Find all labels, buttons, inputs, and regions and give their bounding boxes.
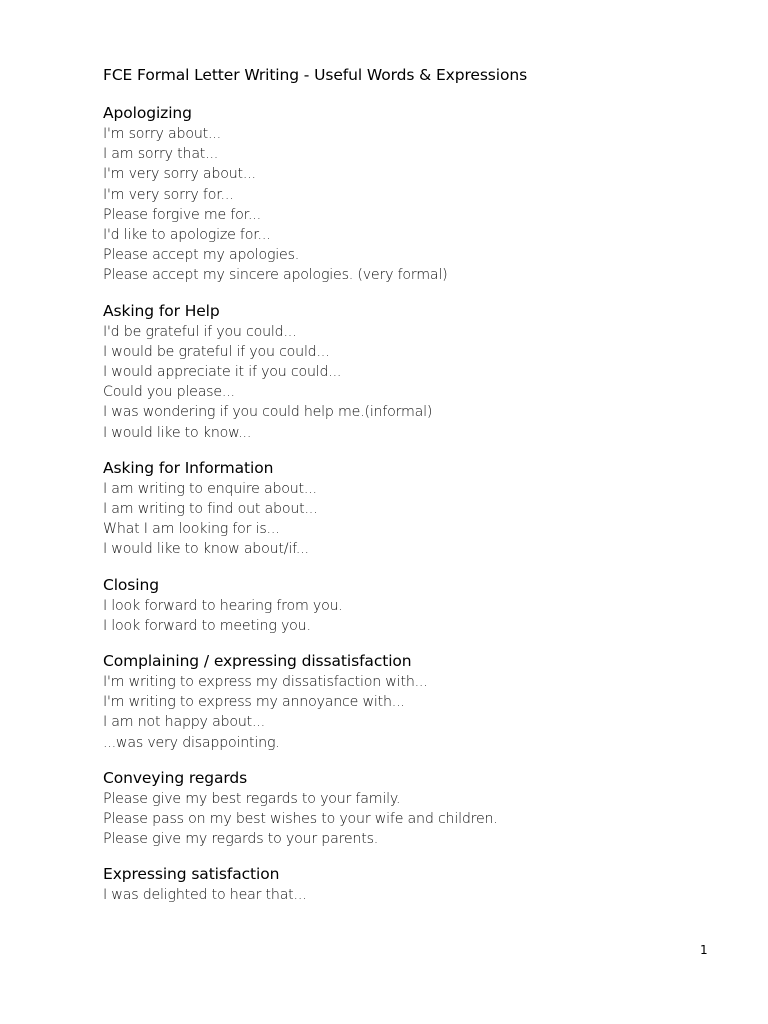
- phrase-item: ...was very disappointing.: [103, 734, 280, 751]
- phrase-list: [103, 596, 723, 636]
- phrase-list: [103, 789, 723, 850]
- phrase-item: I'm very sorry for...: [103, 186, 234, 203]
- phrase-item: I'm sorry about...: [103, 126, 221, 142]
- section-heading: Asking for Information: [103, 458, 274, 477]
- section-apologizing: [103, 102, 723, 286]
- phrase-list: [103, 322, 723, 443]
- section-asking-for-information: [103, 457, 723, 560]
- phrase-list: [103, 124, 723, 286]
- page-number: 1: [700, 943, 708, 957]
- phrase-item: I would like to know...: [103, 424, 252, 441]
- phrase-item: I am not happy about...: [103, 714, 265, 731]
- section-complaining: [103, 650, 723, 753]
- phrase-item: I am writing to enquire about...: [103, 480, 317, 497]
- phrase-item: I'm writing to express my dissatisfaction with...: [103, 674, 428, 691]
- phrase-list: [103, 885, 723, 905]
- phrase-item: Please pass on my best wishes to your wife and children.: [103, 811, 498, 828]
- phrase-item: Please give my best regards to your family.: [103, 790, 401, 807]
- phrase-item: Please accept my sincere apologies. (very formal): [103, 267, 448, 284]
- section-closing: [103, 574, 723, 636]
- phrase-item: Please accept my apologies.: [103, 247, 300, 264]
- phrase-item: I look forward to meeting you.: [103, 617, 311, 634]
- section-heading: Conveying regards: [103, 768, 248, 787]
- phrase-item: I'd like to apologize for...: [103, 227, 271, 244]
- phrase-list: [103, 672, 723, 753]
- section-heading: Complaining / expressing dissatisfaction: [103, 652, 412, 671]
- document-title: FCE Formal Letter Writing - Useful Words & Expressions: [103, 66, 528, 84]
- phrase-item: I am writing to find out about...: [103, 501, 318, 518]
- phrase-item: Please forgive me for...: [103, 206, 261, 223]
- phrase-item: I would like to know about/if...: [103, 541, 309, 558]
- phrase-item: I would appreciate it if you could...: [103, 364, 342, 381]
- section-heading: Apologizing: [103, 104, 192, 122]
- section-expressing-satisfaction: [103, 863, 723, 905]
- section-heading: Asking for Help: [103, 301, 220, 320]
- phrase-list: [103, 479, 723, 560]
- phrase-item: I would be grateful if you could...: [103, 343, 330, 360]
- section-asking-for-help: [103, 300, 723, 443]
- phrase-item: Please give my regards to your parents.: [103, 831, 379, 848]
- phrase-item: What I am looking for is...: [103, 521, 280, 538]
- phrase-item: I am sorry that...: [103, 146, 219, 163]
- phrase-item: I'm writing to express my annoyance with...: [103, 694, 405, 711]
- phrase-item: Could you please...: [103, 384, 235, 401]
- section-heading: Expressing satisfaction: [103, 865, 280, 884]
- document-page: [103, 62, 723, 920]
- section-conveying-regards: [103, 767, 723, 850]
- section-heading: Closing: [103, 575, 159, 594]
- phrase-item: I look forward to hearing from you.: [103, 597, 343, 614]
- phrase-item: I was delighted to hear that...: [103, 887, 307, 904]
- phrase-item: I'm very sorry about...: [103, 166, 256, 183]
- phrase-item: I'd be grateful if you could...: [103, 323, 297, 340]
- phrase-item: I was wondering if you could help me.(informal): [103, 404, 433, 421]
